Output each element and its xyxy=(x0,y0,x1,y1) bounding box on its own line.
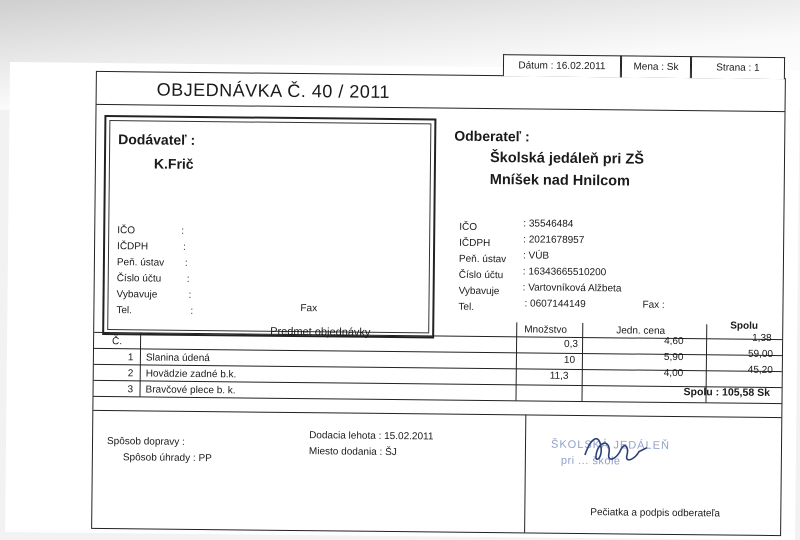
table-row-1-total: 1,38 xyxy=(752,332,772,344)
order-date: Dátum : 16.02.2011 xyxy=(503,54,621,77)
supplier-name: K.Frič xyxy=(153,155,194,172)
supplier-handler-colon: : xyxy=(188,289,192,301)
customer-account-value: : 16343665510200 xyxy=(522,266,607,279)
table-row-1-no: 1 xyxy=(127,352,134,364)
supplier-bank-colon: : xyxy=(184,257,188,269)
customer-name-line2: Mníšek nad Hnilcom xyxy=(489,172,631,190)
customer-account-label: Číslo účtu xyxy=(458,269,504,282)
table-col-line-2 xyxy=(515,322,517,400)
table-row-2-no: 2 xyxy=(127,368,134,380)
signature-mark xyxy=(577,429,667,474)
table-row-3-total: 45,20 xyxy=(747,364,773,377)
table-header-qty: Množstvo xyxy=(524,324,568,336)
table-row3-line xyxy=(93,396,781,404)
order-document xyxy=(5,62,800,540)
customer-bank-label: Peň. ústav xyxy=(458,253,507,266)
table-row-3-no: 3 xyxy=(127,384,134,396)
table-row-1-qty: 0,3 xyxy=(564,338,579,350)
supplier-icdph-colon: : xyxy=(183,241,186,253)
title-divider xyxy=(97,104,785,112)
table-row-2-item: Hovädzie zadné b.k. xyxy=(145,368,237,381)
supplier-label: Dodávateľ : xyxy=(118,131,196,148)
table-row-2-qty: 10 xyxy=(563,354,576,366)
stamp-signature-label: Pečiatka a podpis odberateľa xyxy=(590,507,721,520)
table-col-line-3 xyxy=(581,323,583,401)
supplier-box xyxy=(102,115,436,338)
stamp-line-2: pri ... škole xyxy=(560,454,621,468)
supplier-icdph-label: IČDPH xyxy=(117,241,149,253)
customer-tel-value: : 0607144149 xyxy=(524,298,586,311)
customer-bank-value: : VÚB xyxy=(522,250,550,262)
table-row-1-unit: 4,60 xyxy=(664,335,684,348)
customer-icdph-label: IČDPH xyxy=(459,237,491,250)
order-currency: Mena : Sk xyxy=(621,55,691,78)
table-header-no: Č. xyxy=(112,336,123,348)
supplier-ico-colon: : xyxy=(181,225,185,237)
supplier-tel-label: Tel. xyxy=(116,305,133,317)
table-row-1-item: Slanina údená xyxy=(145,352,210,365)
supplier-fax-label: Fax xyxy=(300,303,318,315)
order-title: OBJEDNÁVKA Č. 40 / 2011 xyxy=(156,79,391,102)
supplier-handler-label: Vybavuje xyxy=(116,289,158,301)
table-header-unit: Jedn. cena xyxy=(616,325,666,337)
payment-label: Spôsob úhrady : PP xyxy=(122,452,212,465)
table-bottom-line xyxy=(93,410,781,418)
supplier-bank-label: Peň. ústav xyxy=(116,257,165,269)
customer-name-line1: Školská jedáleň pri ZŠ xyxy=(489,150,645,168)
customer-label: Odberateľ : xyxy=(454,127,530,145)
delivery-place: Miesto dodania : ŠJ xyxy=(308,446,397,459)
customer-icdph-value: : 2021678957 xyxy=(523,234,585,247)
table-row-2-unit: 5,90 xyxy=(663,351,684,364)
table-row-2-total: 59,00 xyxy=(747,348,774,361)
footer-divider xyxy=(524,414,526,532)
order-frame xyxy=(91,60,786,536)
order-page: Strana : 1 xyxy=(691,56,785,79)
customer-handler-label: Vybavuje xyxy=(458,285,500,298)
customer-ico-label: IČO xyxy=(459,221,478,233)
customer-ico-value: : 35546484 xyxy=(523,218,574,230)
supplier-account-colon: : xyxy=(186,273,190,285)
customer-tel-label: Tel. xyxy=(458,301,475,313)
supplier-ico-label: IČO xyxy=(117,225,136,237)
transport-label: Spôsob dopravy : xyxy=(106,436,185,448)
customer-fax-label: Fax : xyxy=(642,299,665,311)
supplier-account-label: Číslo účtu xyxy=(116,273,162,285)
table-row-3-item: Bravčové plece b. k. xyxy=(145,384,236,397)
table-row-3-qty: 11,3 xyxy=(549,370,569,382)
table-row-3-unit: 4,00 xyxy=(663,367,684,380)
table-header-total: Spolu xyxy=(730,320,759,332)
supplier-tel-colon: : xyxy=(190,305,194,317)
delivery-deadline: Dodacia lehota : 15.02.2011 xyxy=(309,430,434,443)
table-header-item: Predmet objednávky xyxy=(270,325,371,339)
table-sum: Spolu : 105,58 Sk xyxy=(683,386,771,399)
customer-handler-value: : Vartovníková Alžbeta xyxy=(522,282,622,295)
stamp-line-1: ŠKOLSKÁ JEDÁLEŇ xyxy=(550,438,671,452)
